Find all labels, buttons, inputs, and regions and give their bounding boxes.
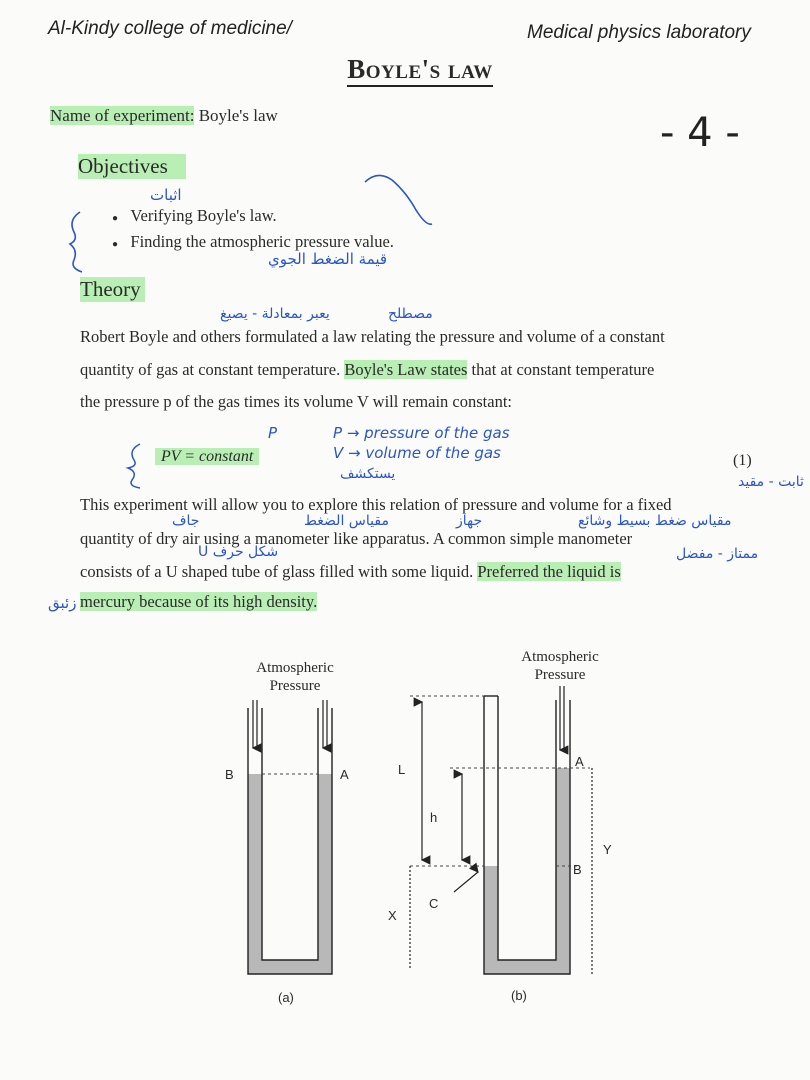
- fig-a-caption: (a): [278, 990, 294, 1005]
- note-u-shape: شكل حرف U: [198, 544, 279, 560]
- note-explores: يستكشف: [340, 466, 396, 482]
- theory-heading: Theory: [80, 277, 145, 302]
- fig-a-pressure-label: Atmospheric Pressure: [256, 660, 334, 694]
- fig-b-label-c: C: [429, 896, 439, 911]
- theory-p2-line-1: This experiment will allow you to explore this relation of pressure and volume for a fixed: [80, 495, 672, 514]
- equation-brace: [120, 440, 150, 490]
- lab-header: Medical physics laboratory: [527, 22, 751, 43]
- note-dry: جاف: [172, 513, 200, 529]
- objective-item-1: ● Verifying Boyle's law.: [112, 206, 277, 225]
- theory-p2-line-4: mercury because of its high density.: [80, 592, 318, 611]
- fig-b-label-y: Y: [603, 842, 612, 857]
- fig-b-u-tube: [380, 680, 630, 990]
- theory-p2-line-2: quantity of dry air using a manometer like apparatus. A common simple manometer: [80, 529, 633, 548]
- note-ithbat: اثبات: [150, 186, 182, 204]
- equation-number: (1): [733, 452, 752, 469]
- note-mercury: زئبق: [48, 594, 77, 612]
- fig-a-label-a: A: [340, 767, 349, 782]
- note-formulates: يعبر بمعادلة - يصيغ: [220, 306, 330, 322]
- note-fixed: ثابت - مقيد: [738, 474, 804, 490]
- note-preferred: ممتاز - مفضل: [676, 546, 759, 562]
- fig-b-pressure-label: Atmospheric Pressure: [521, 649, 599, 683]
- theory-p2-line-3: consists of a U shaped tube of glass filled with some liquid. Preferred the liquid is: [80, 562, 621, 581]
- fig-b-label-x: X: [388, 908, 397, 923]
- note-atm-pressure: قيمة الضغط الجوي: [268, 250, 388, 268]
- handwritten-p: P: [268, 424, 278, 442]
- objectives-heading: Objectives: [78, 154, 186, 179]
- college-header: Al-Kindy college of medicine/: [48, 18, 292, 39]
- fig-b-label-h: h: [430, 810, 438, 825]
- theory-p1-line-3: the pressure p of the gas times its volume V will remain constant:: [80, 392, 512, 411]
- page-number-mark: - 4 -: [660, 110, 740, 156]
- objective-item-2: ● Finding the atmospheric pressure value.: [112, 232, 394, 251]
- fig-b-caption: (b): [511, 988, 527, 1003]
- fig-a-label-b: B: [225, 767, 234, 782]
- theory-p1-line-2: quantity of gas at constant temperature. Boyle's Law states that at constant temperature: [80, 360, 655, 379]
- theory-p1-line-1: Robert Boyle and others formulated a law relating the pressure and volume of a constant: [80, 327, 665, 346]
- fig-a-u-tube: [220, 690, 380, 990]
- fig-b-label-b: B: [573, 862, 582, 877]
- note-apparatus: جهاز: [456, 513, 483, 529]
- fig-b-label-a: A: [575, 754, 584, 769]
- note-manometer: مقياس الضغط: [304, 513, 389, 529]
- equation: PV = constant: [155, 448, 259, 466]
- handwritten-volume-note: V → volume of the gas: [333, 444, 501, 462]
- fig-b-label-l: L: [398, 762, 406, 777]
- note-term: مصطلح: [388, 306, 433, 322]
- handwritten-pressure-note: P → pressure of the gas: [333, 424, 510, 442]
- page-title: Boyle's law: [0, 54, 810, 85]
- experiment-name: Name of experiment: Boyle's law: [50, 106, 278, 125]
- objectives-pen-marks: [60, 170, 460, 280]
- note-simple-manometer: مقياس ضغط بسيط وشائع: [578, 513, 732, 529]
